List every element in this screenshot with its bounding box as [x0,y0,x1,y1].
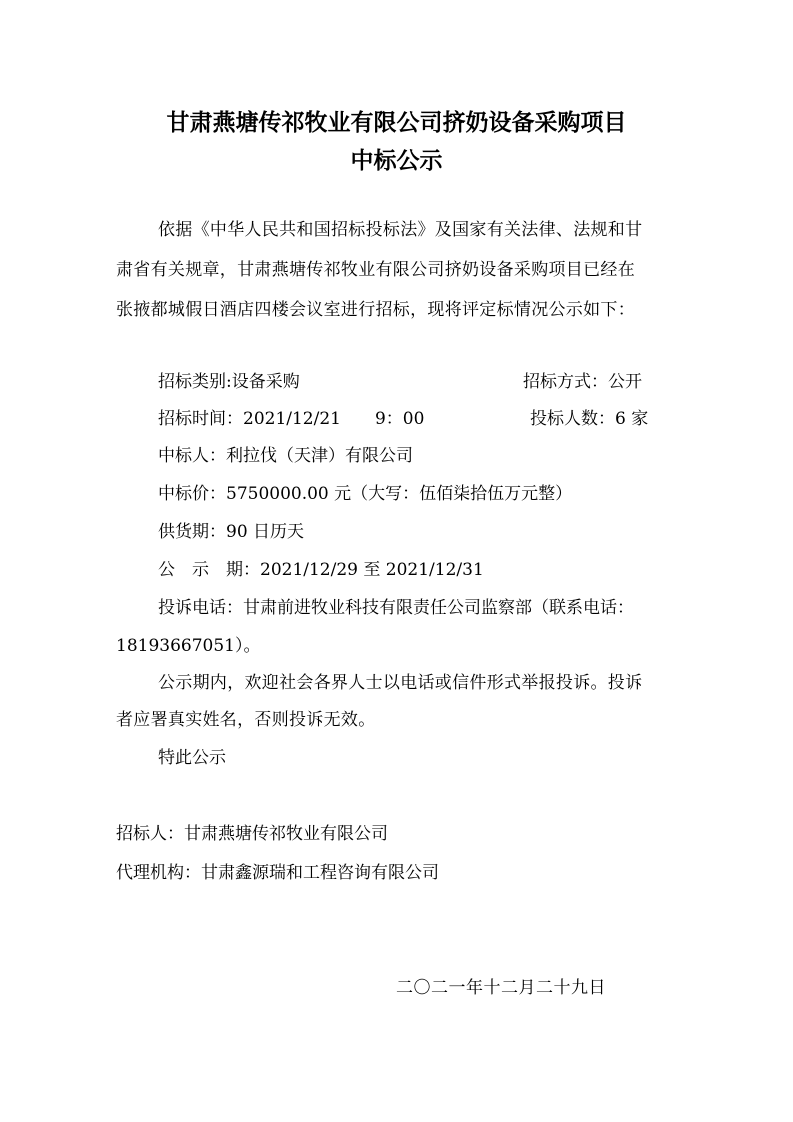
winning-price: 中标价：5750000.00 元（大写：伍佰柒拾伍万元整） [158,484,573,504]
intro-line-1: 依据《中华人民共和国招标投标法》及国家有关法律、法规和甘 [158,220,643,240]
agency: 代理机构：甘肃鑫源瑞和工程咨询有限公司 [116,863,439,883]
bidder-count: 投标人数：6 家 [530,409,649,429]
document-subtitle: 中标公示 [350,148,443,174]
complaint-line-2: 18193667051）。 [116,636,261,656]
complaint-line-1: 投诉电话：甘肃前进牧业科技有限责任公司监察部（联系电话： [158,598,634,618]
intro-line-2: 肃省有关规章，甘肃燕塘传祁牧业有限公司挤奶设备采购项目已经在 [116,260,635,280]
notice-line-2: 者应署真实姓名，否则投诉无效。 [116,710,376,730]
winning-bidder: 中标人：利拉伐（天津）有限公司 [158,446,413,466]
closing-text: 特此公示 [158,748,226,768]
bid-method: 招标方式：公开 [523,372,642,392]
bid-category: 招标类别:设备采购 [158,372,300,392]
document-title: 甘肃燕塘传祁牧业有限公司挤奶设备采购项目 [166,110,627,136]
intro-line-3: 张掖都城假日酒店四楼会议室进行招标，现将评定标情况公示如下： [116,300,635,320]
tenderer: 招标人：甘肃燕塘传祁牧业有限公司 [116,824,388,844]
bid-time: 招标时间：2021/12/21 9：00 [158,409,425,429]
delivery-period: 供货期：90 日历天 [158,522,305,542]
notice-line-1: 公示期内，欢迎社会各界人士以电话或信件形式举报投诉。投诉 [158,673,643,693]
publicity-period: 公 示 期：2021/12/29 至 2021/12/31 [158,560,484,580]
document-date: 二〇二一年十二月二十九日 [396,978,606,998]
